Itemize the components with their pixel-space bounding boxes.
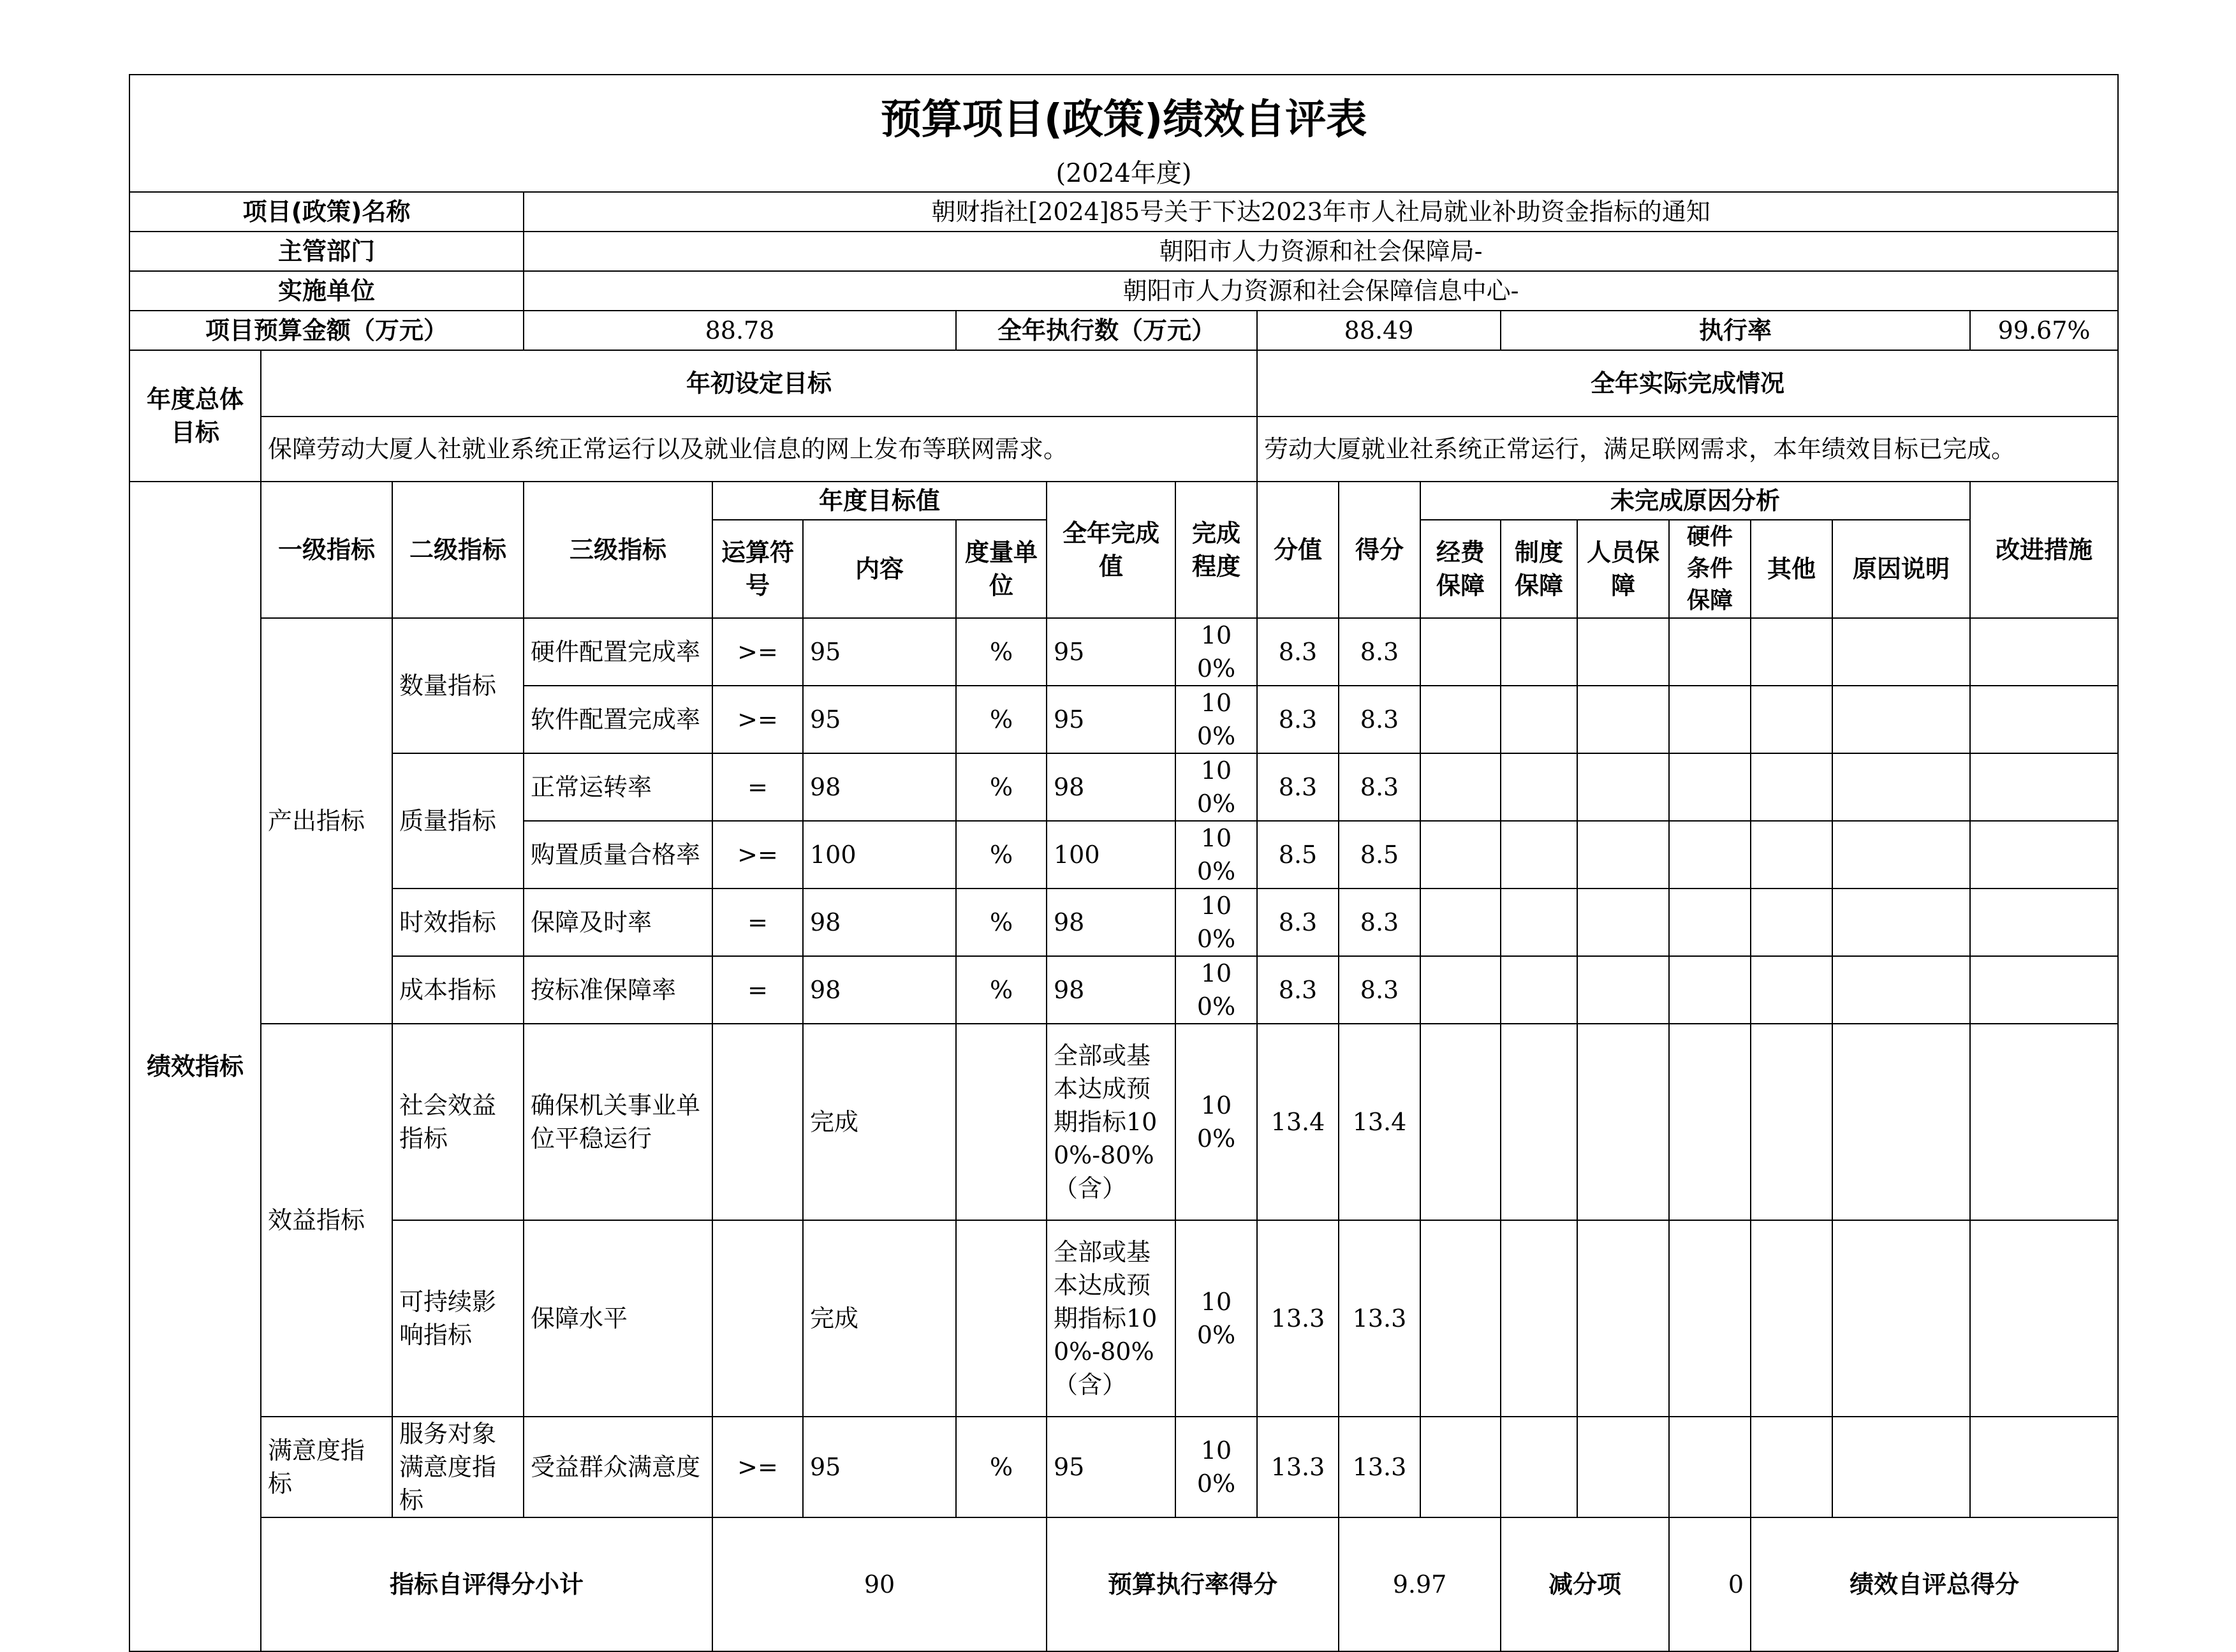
content-cell: 98 [803,753,956,821]
level3-cell: 软件配置完成率 [524,686,712,753]
score-cell: 8.3 [1257,889,1339,956]
actual-cell: 全部或基本达成预期指标100%-80%（含） [1047,1024,1175,1220]
header-score: 分值 [1257,482,1339,618]
score-cell: 8.3 [1257,956,1339,1024]
operator-cell: >= [712,821,803,889]
budget-value: 88.78 [524,311,956,350]
got-cell: 8.5 [1339,821,1420,889]
actual-cell: 95 [1047,618,1175,686]
header-actual: 全年完成值 [1047,482,1175,618]
table-row [129,1024,2118,1220]
perf-indicator-label: 绩效指标 [129,482,261,1651]
header-level1: 一级指标 [261,482,392,618]
operator-cell: >= [712,686,803,753]
score-cell: 13.4 [1257,1024,1339,1220]
level3-cell: 保障及时率 [524,889,712,956]
actual-cell: 98 [1047,956,1175,1024]
got-cell: 13.3 [1339,1220,1420,1417]
operator-cell [712,1220,803,1417]
actual-cell: 全部或基本达成预期指标100%-80%（含） [1047,1220,1175,1417]
content-cell: 95 [803,686,956,753]
actual-cell: 100 [1047,821,1175,889]
degree-cell: 100% [1175,686,1257,753]
deduct-value: 0 [1669,1517,1751,1651]
operator-cell: >= [712,618,803,686]
initial-goal-header: 年初设定目标 [261,350,1257,417]
degree-cell: 100% [1175,1220,1257,1417]
got-cell: 8.3 [1339,618,1420,686]
header-reason-staff: 人员保障 [1577,520,1669,618]
got-cell: 8.3 [1339,753,1420,821]
level3-cell: 确保机关事业单位平稳运行 [524,1024,712,1220]
table-row [129,889,2118,956]
degree-cell: 100% [1175,1417,1257,1517]
sub-cost: 成本指标 [392,956,524,1024]
operator-cell: = [712,956,803,1024]
sub-time: 时效指标 [392,889,524,956]
score-cell: 13.3 [1257,1220,1339,1417]
header-operator: 运算符号 [712,520,803,618]
content-cell: 95 [803,1417,956,1517]
unit-cell [956,1220,1047,1417]
header-level2: 二级指标 [392,482,524,618]
header-reason-system: 制度保障 [1501,520,1577,618]
header-reason-group: 未完成原因分析 [1420,482,1970,520]
score-cell: 8.3 [1257,686,1339,753]
department-label: 主管部门 [129,232,524,271]
category-satisfaction: 满意度指标 [261,1417,392,1517]
category-benefit: 效益指标 [261,1024,392,1417]
header-reason-funds: 经费保障 [1420,520,1501,618]
degree-cell: 100% [1175,956,1257,1024]
table-row [129,618,2118,686]
score-cell: 8.3 [1257,753,1339,821]
got-cell: 8.3 [1339,686,1420,753]
subtotal-value: 90 [712,1517,1047,1651]
table-row [129,956,2118,1024]
table-row [129,1417,2118,1517]
header-reason-other: 其他 [1751,520,1832,618]
header-reason-explain: 原因说明 [1832,520,1970,618]
header-degree: 完成程度 [1175,482,1257,618]
sub-service: 服务对象满意度指标 [392,1417,524,1517]
unit-cell: % [956,889,1047,956]
level3-cell: 正常运转率 [524,753,712,821]
actual-cell: 95 [1047,686,1175,753]
header-target-group: 年度目标值 [712,482,1047,520]
unit-cell: % [956,753,1047,821]
unit-cell: % [956,821,1047,889]
budget-score-value: 9.97 [1339,1517,1501,1651]
budget-score-label: 预算执行率得分 [1047,1517,1339,1651]
project-name-value: 朝财指社[2024]85号关于下达2023年市人社局就业补助资金指标的通知 [524,192,2118,232]
project-name-label: 项目(政策)名称 [129,192,524,232]
total-score-label: 绩效自评总得分 [1751,1517,2118,1651]
actual-result-header: 全年实际完成情况 [1257,350,2118,417]
content-cell: 完成 [803,1220,956,1417]
operator-cell: >= [712,1417,803,1517]
report-year: (2024年度) [129,155,2118,192]
exec-rate-label: 执行率 [1501,311,1970,350]
content-cell: 98 [803,956,956,1024]
actual-cell: 98 [1047,753,1175,821]
degree-cell: 100% [1175,821,1257,889]
degree-cell: 100% [1175,889,1257,956]
sub-quantity: 数量指标 [392,618,524,753]
level3-cell: 受益群众满意度 [524,1417,712,1517]
budget-label: 项目预算金额（万元） [129,311,524,350]
header-content: 内容 [803,520,956,618]
content-cell: 完成 [803,1024,956,1220]
header-reason-hardware: 硬件条件保障 [1669,520,1751,618]
header-improve: 改进措施 [1970,482,2118,618]
header-level3: 三级指标 [524,482,712,618]
sub-sustain: 可持续影响指标 [392,1220,524,1417]
unit-cell: % [956,1417,1047,1517]
actual-cell: 98 [1047,889,1175,956]
unit-cell: % [956,956,1047,1024]
table-row [129,1220,2118,1417]
table-row [129,753,2118,821]
annual-goal-label: 年度总体目标 [129,350,261,482]
content-cell: 95 [803,618,956,686]
unit-label: 实施单位 [129,271,524,311]
exec-value: 88.49 [1257,311,1501,350]
got-cell: 8.3 [1339,956,1420,1024]
actual-result-text: 劳动大厦就业社系统正常运行，满足联网需求，本年绩效目标已完成。 [1257,417,2118,482]
level3-cell: 保障水平 [524,1220,712,1417]
subtotal-label: 指标自评得分小计 [261,1517,712,1651]
score-cell: 8.3 [1257,618,1339,686]
operator-cell: = [712,753,803,821]
header-unit: 度量单位 [956,520,1047,618]
level3-cell: 硬件配置完成率 [524,618,712,686]
unit-cell: % [956,686,1047,753]
operator-cell: = [712,889,803,956]
exec-label: 全年执行数（万元） [956,311,1257,350]
score-cell: 8.5 [1257,821,1339,889]
sub-quality: 质量指标 [392,753,524,889]
sub-social: 社会效益指标 [392,1024,524,1220]
department-value: 朝阳市人力资源和社会保障局- [524,232,2118,271]
content-cell: 98 [803,889,956,956]
level3-cell: 购置质量合格率 [524,821,712,889]
got-cell: 8.3 [1339,889,1420,956]
got-cell: 13.4 [1339,1024,1420,1220]
header-got: 得分 [1339,482,1420,618]
operator-cell [712,1024,803,1220]
initial-goal-text: 保障劳动大厦人社就业系统正常运行以及就业信息的网上发布等联网需求。 [261,417,1257,482]
content-cell: 100 [803,821,956,889]
actual-cell: 95 [1047,1417,1175,1517]
unit-cell: % [956,618,1047,686]
degree-cell: 100% [1175,1024,1257,1220]
category-output: 产出指标 [261,618,392,1024]
page-title: 预算项目(政策)绩效自评表 [129,75,2118,155]
deduct-label: 减分项 [1501,1517,1669,1651]
score-cell: 13.3 [1257,1417,1339,1517]
got-cell: 13.3 [1339,1417,1420,1517]
degree-cell: 100% [1175,618,1257,686]
unit-cell [956,1024,1047,1220]
unit-value: 朝阳市人力资源和社会保障信息中心- [524,271,2118,311]
exec-rate-value: 99.67% [1970,311,2118,350]
level3-cell: 按标准保障率 [524,956,712,1024]
degree-cell: 100% [1175,753,1257,821]
self-evaluation-table [129,74,2119,1652]
